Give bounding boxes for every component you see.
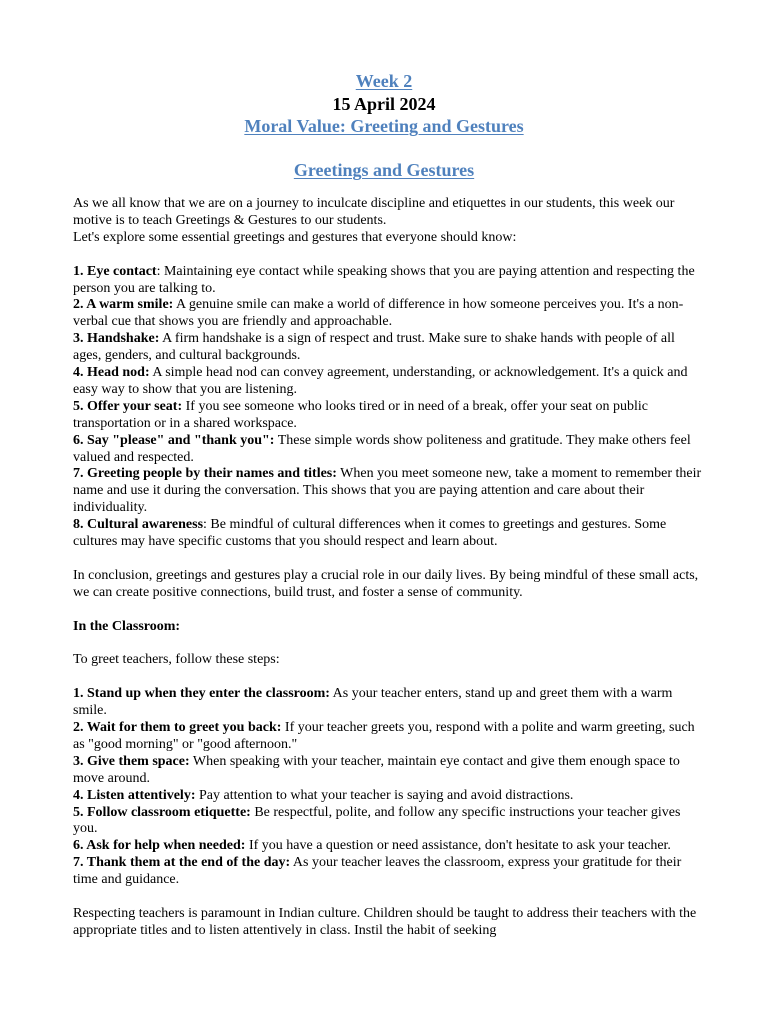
step-title: 3. Give them space:: [73, 753, 190, 769]
gesture-text: If you see someone who looks tired or in need of a break, offer your seat on public transportation or in a shared workspace.: [73, 398, 649, 431]
gesture-item: [73, 433, 703, 467]
step-text: If your teacher greets you, respond with a polite and warm greeting, such as "good morning" or "good afternoon.": [73, 720, 695, 752]
intro-paragraph: As we all know that we are on a journey to inculcate discipline and etiquettes in our students, this week our motive is to teach Greetings & Gestures to our students.: [73, 196, 675, 228]
gesture-title: 4. Head nod:: [73, 365, 150, 381]
step-text: As your teacher enters, stand up and greet them with a warm smile.: [73, 686, 673, 719]
gesture-item: [73, 297, 703, 331]
step-text: When speaking with your teacher, maintain eye contact and give them enough space to move around.: [73, 753, 680, 786]
step-title: 1. Stand up when they enter the classroom:: [73, 686, 330, 702]
step-title: 5. Follow classroom etiquette:: [73, 804, 251, 820]
gesture-title: 5. Offer your seat:: [73, 398, 183, 414]
classroom-heading: In the Classroom:: [73, 618, 181, 634]
gesture-title: 8. Cultural awareness: [73, 517, 204, 533]
gesture-item: [73, 517, 703, 551]
intro-lead-in: Let's explore some essential greetings and gestures that everyone should know:: [73, 229, 517, 245]
closing-paragraph: Respecting teachers is paramount in Indian culture. Children should be taught to address their teachers with the appropriate titles and to listen attentively in class. Instil the habit of seeking: [73, 905, 697, 938]
section-title: Greetings and Gestures: [293, 160, 475, 180]
step-title: 2. Wait for them to greet you back:: [73, 720, 282, 736]
classroom-step: [73, 805, 703, 839]
step-title: 4. Listen attentively:: [73, 787, 196, 803]
gesture-title: 7. Greeting people by their names and titles:: [73, 466, 337, 482]
step-text: As your teacher leaves the classroom, express your gratitude for their time and guidance.: [73, 855, 682, 888]
step-text: If you have a question or need assistance, don't hesitate to ask your teacher.: [245, 838, 671, 854]
gesture-text: These simple words show politeness and gratitude. They make others feel valued and respected.: [73, 432, 691, 465]
gesture-text: : Be mindful of cultural differences when it comes to greetings and gestures. Some cultures may have specific customs that you should respect and learn about.: [73, 517, 667, 550]
classroom-step: [73, 838, 703, 855]
document-body: [73, 196, 703, 940]
classroom-step: [73, 788, 703, 805]
gesture-text: : Maintaining eye contact while speaking shows that you are paying attention and respecting the person you are talking to.: [73, 263, 695, 296]
classroom-step: [73, 754, 703, 788]
gesture-item: [73, 331, 703, 365]
date-heading: 15 April 2024: [332, 94, 436, 114]
gesture-text: A firm handshake is a sign of respect and trust. Make sure to shake hands with people of all ages, genders, and cultural backgrounds.: [73, 331, 675, 364]
classroom-step: [73, 855, 703, 889]
gesture-item: [73, 399, 703, 433]
gesture-text: A genuine smile can make a world of difference in how someone perceives you. It's a non-verbal cue that shows you are friendly and approachable.: [73, 297, 684, 330]
step-title: 7. Thank them at the end of the day:: [73, 855, 291, 871]
step-title: 6. Ask for help when needed:: [73, 838, 246, 854]
classroom-intro: To greet teachers, follow these steps:: [73, 652, 280, 668]
gesture-title: 1. Eye contact: [73, 263, 157, 279]
conclusion-paragraph: In conclusion, greetings and gestures play a crucial role in our daily lives. By being mindful of these small acts, we can create positive connections, build trust, and foster a sense of community.: [73, 567, 699, 600]
gesture-item: [73, 466, 703, 517]
gesture-title: 6. Say "please" and "thank you":: [73, 432, 275, 448]
classroom-step: [73, 686, 703, 720]
gesture-title: 3. Handshake:: [73, 331, 160, 347]
week-heading: Week 2: [355, 71, 413, 91]
step-text: Be respectful, polite, and follow any specific instructions your teacher gives you.: [73, 804, 681, 837]
step-text: Pay attention to what your teacher is saying and avoid distractions.: [195, 787, 574, 803]
gesture-item: [73, 264, 703, 298]
gesture-title: 2. A warm smile:: [73, 297, 174, 313]
gesture-item: [73, 365, 703, 399]
gesture-text: When you meet someone new, take a moment to remember their name and use it during the conversation. This shows that you are paying attention and care about their individuality.: [73, 466, 702, 516]
classroom-step: [73, 720, 703, 754]
moral-value-heading: Moral Value: Greeting and Gestures: [244, 116, 524, 136]
gesture-text: A simple head nod can convey agreement, understanding, or acknowledgement. It's a quick and easy way to show that you are listening.: [73, 365, 688, 397]
